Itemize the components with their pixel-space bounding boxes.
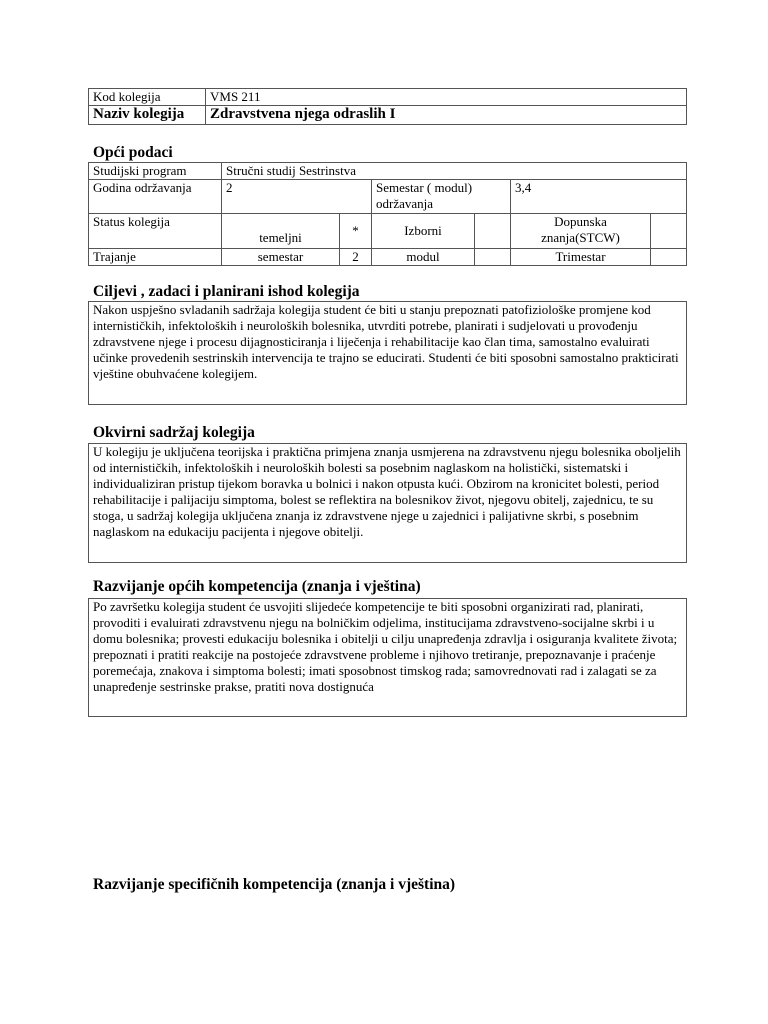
duration-modul: modul xyxy=(372,249,475,266)
specific-competencies-heading: Razvijanje specifičnih kompetencija (znanja i vještina) xyxy=(93,876,456,893)
year-value: 2 xyxy=(222,180,372,214)
content-text: U kolegiju je uključena teorijska i praktična primjena znanja usmjerena na zdravstvenu njegu bolesnika oboljelih od internističkih, infektoloških i neuroloških bolesti sa posebnim naglaskom na holistički, sistematski i individualiziran pristup tijekom boravka u bolnici i nakon otpusta kući. Obzirom na kronicitet bolesti, period rehabilitacije i palijaciju simptoma, bolest se reflektira na bolesnikov život, njegovu obitelj, zajednicu, te su stoga, u sadržaj kolegija uključena znanja iz zdravstvene njege u zajednici i palijativne skrbi, s posebnim naglaskom na edukaciju pacijenta i njegove obitelji. xyxy=(88,443,687,563)
semester-label: Semestar ( modul) održavanja xyxy=(372,180,511,214)
status-izborni: Izborni xyxy=(372,214,475,249)
study-program-value: Stručni studij Sestrinstva xyxy=(222,163,687,180)
course-name-label: Naziv kolegija xyxy=(89,106,206,125)
content-heading: Okvirni sadržaj kolegija xyxy=(93,424,255,441)
course-header-table xyxy=(88,88,687,125)
duration-semestar: semestar xyxy=(222,249,340,266)
general-competencies-text: Po završetku kolegija student će usvojiti slijedeće kompetencije te biti sposobni organizirati rad, planirati, provoditi i evaluirati zdravstvenu njegu na bolničkim odjelima, institucijama zdravstveno-socijalne skrbi i u domu bolesnika; provesti edukaciju bolesnika i obitelji u cilju unapređenja zdravlja i osiguranja kvalitete života; prepoznati i pratiti reakcije na postojeće zdravstvene probleme i njihovo tretiranje, prepoznavanje i praćenje poremećaja, znakova i simptoma bolesti; imati sposobnost timskog rada; samovrednovati rad i zalagati se za unapređenje sestrinske prakse, pratiti nova dostignuća xyxy=(88,598,687,717)
status-izborni-mark xyxy=(475,214,511,249)
status-dopunska-mark xyxy=(651,214,687,249)
status-label: Status kolegija xyxy=(89,214,222,249)
duration-modul-value xyxy=(475,249,511,266)
status-dopunska: Dopunska znanja(STCW) xyxy=(511,214,651,249)
general-info-table xyxy=(88,162,687,266)
goals-heading: Ciljevi , zadaci i planirani ishod kolegija xyxy=(93,283,360,300)
general-info-heading: Opći podaci xyxy=(93,144,173,161)
course-code-label: Kod kolegija xyxy=(89,89,206,106)
study-program-label: Studijski program xyxy=(89,163,222,180)
general-competencies-heading: Razvijanje općih kompetencija (znanja i vještina) xyxy=(93,578,421,595)
duration-semestar-value: 2 xyxy=(340,249,372,266)
duration-trimestar: Trimestar xyxy=(511,249,651,266)
duration-label: Trajanje xyxy=(89,249,222,266)
status-temeljni-mark: * xyxy=(340,214,372,249)
year-label: Godina održavanja xyxy=(89,180,222,214)
course-name-value: Zdravstvena njega odraslih I xyxy=(206,106,687,125)
duration-trimestar-value xyxy=(651,249,687,266)
goals-text: Nakon uspješno svladanih sadržaja kolegija student će biti u stanju prepoznati patofiziološke promjene kod internističkih, infektoloških i neuroloških bolesnika, utvrditi potrebe, planirati i sudjelovati u provođenju zdravstvene njege i procesu dijagnosticiranja i liječenja i rehabilitacije kao član tima, samostalno evaluirati učinke provedenih sestrinskih intervencija te trajno se educirati. Studenti će biti sposobni samostalno prakticirati vještine obuhvaćene kolegijem. xyxy=(88,301,687,405)
semester-value: 3,4 xyxy=(511,180,687,214)
status-temeljni: temeljni xyxy=(222,214,340,249)
course-code-value: VMS 211 xyxy=(206,89,687,106)
